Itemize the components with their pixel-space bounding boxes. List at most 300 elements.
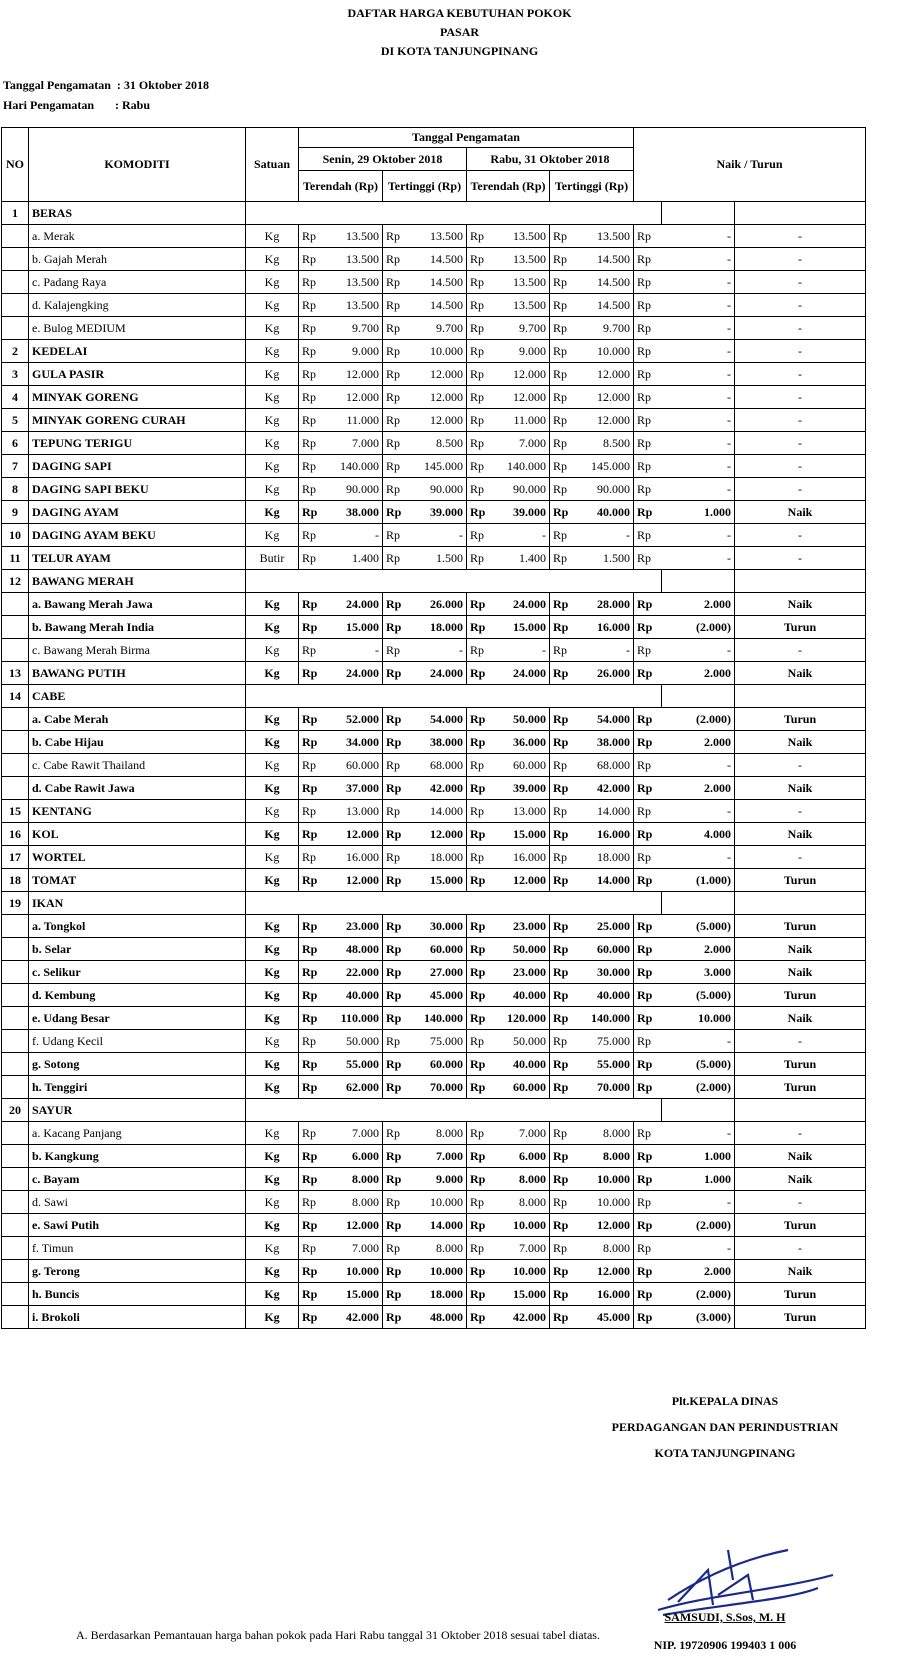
trend-status: - bbox=[735, 547, 866, 570]
price-high-1: 54.000 bbox=[411, 708, 467, 731]
price-low-1: 40.000 bbox=[327, 984, 383, 1007]
currency-label: Rp bbox=[467, 984, 495, 1007]
currency-label: Rp bbox=[383, 1030, 411, 1053]
col-no-header: NO bbox=[2, 128, 29, 202]
currency-label: Rp bbox=[383, 754, 411, 777]
currency-label: Rp bbox=[550, 1145, 578, 1168]
price-low-2: 9.700 bbox=[495, 317, 550, 340]
price-difference: (5.000) bbox=[662, 984, 735, 1007]
price-high-2: 140.000 bbox=[578, 1007, 634, 1030]
unit-cell: Kg bbox=[246, 1283, 299, 1306]
table-row bbox=[2, 1145, 866, 1168]
doc-title: DAFTAR HARGA KEBUTUHAN POKOK bbox=[347, 6, 572, 20]
group-filler bbox=[662, 1099, 735, 1122]
price-difference: - bbox=[662, 455, 735, 478]
trend-status: - bbox=[735, 248, 866, 271]
currency-label: Rp bbox=[299, 501, 327, 524]
commodity-name: a. Merak bbox=[29, 225, 246, 248]
price-table bbox=[1, 127, 866, 1329]
trend-status: - bbox=[735, 271, 866, 294]
price-high-1: 45.000 bbox=[411, 984, 467, 1007]
currency-label: Rp bbox=[550, 754, 578, 777]
currency-label: Rp bbox=[550, 800, 578, 823]
commodity-name: TOMAT bbox=[29, 869, 246, 892]
price-high-2: 1.500 bbox=[578, 547, 634, 570]
group-row bbox=[2, 570, 866, 593]
row-number: 11 bbox=[2, 547, 29, 570]
table-row bbox=[2, 294, 866, 317]
commodity-name: c. Padang Raya bbox=[29, 271, 246, 294]
price-difference: (3.000) bbox=[662, 1306, 735, 1329]
commodity-name: a. Bawang Merah Jawa bbox=[29, 593, 246, 616]
currency-label: Rp bbox=[550, 1260, 578, 1283]
table-row bbox=[2, 708, 866, 731]
price-difference: - bbox=[662, 317, 735, 340]
price-low-2: - bbox=[495, 639, 550, 662]
col-satuan-header: Satuan bbox=[246, 128, 299, 202]
price-low-1: 12.000 bbox=[327, 869, 383, 892]
currency-label: Rp bbox=[550, 547, 578, 570]
currency-label: Rp bbox=[299, 754, 327, 777]
group-filler bbox=[246, 685, 662, 708]
currency-label: Rp bbox=[299, 938, 327, 961]
currency-label: Rp bbox=[550, 846, 578, 869]
price-difference: (2.000) bbox=[662, 616, 735, 639]
row-number: 17 bbox=[2, 846, 29, 869]
unit-cell: Kg bbox=[246, 1214, 299, 1237]
unit-cell: Kg bbox=[246, 1168, 299, 1191]
price-difference: - bbox=[662, 225, 735, 248]
price-difference: 2.000 bbox=[662, 731, 735, 754]
currency-label: Rp bbox=[634, 754, 662, 777]
currency-label: Rp bbox=[299, 248, 327, 271]
row-number: 1 bbox=[2, 202, 29, 225]
price-high-2: - bbox=[578, 639, 634, 662]
currency-label: Rp bbox=[634, 1237, 662, 1260]
commodity-name: TELUR AYAM bbox=[29, 547, 246, 570]
unit-cell: Kg bbox=[246, 823, 299, 846]
price-high-1: 12.000 bbox=[411, 363, 467, 386]
currency-label: Rp bbox=[383, 1007, 411, 1030]
price-difference: - bbox=[662, 1191, 735, 1214]
price-high-2: 16.000 bbox=[578, 1283, 634, 1306]
price-low-1: 140.000 bbox=[327, 455, 383, 478]
trend-status: Turun bbox=[735, 915, 866, 938]
currency-label: Rp bbox=[383, 409, 411, 432]
commodity-name: b. Gajah Merah bbox=[29, 248, 246, 271]
row-number bbox=[2, 754, 29, 777]
group-filler bbox=[735, 685, 866, 708]
currency-label: Rp bbox=[634, 1306, 662, 1329]
currency-label: Rp bbox=[299, 708, 327, 731]
table-row bbox=[2, 1283, 866, 1306]
commodity-name: b. Kangkung bbox=[29, 1145, 246, 1168]
price-high-2: 55.000 bbox=[578, 1053, 634, 1076]
table-row bbox=[2, 248, 866, 271]
row-number bbox=[2, 1260, 29, 1283]
commodity-name: b. Cabe Hijau bbox=[29, 731, 246, 754]
price-high-1: 18.000 bbox=[411, 846, 467, 869]
price-high-1: 18.000 bbox=[411, 1283, 467, 1306]
trend-status: - bbox=[735, 800, 866, 823]
currency-label: Rp bbox=[299, 524, 327, 547]
commodity-name: d. Kalajengking bbox=[29, 294, 246, 317]
price-difference: (2.000) bbox=[662, 1283, 735, 1306]
unit-cell: Kg bbox=[246, 271, 299, 294]
trend-status: Naik bbox=[735, 731, 866, 754]
currency-label: Rp bbox=[299, 1053, 327, 1076]
unit-cell: Kg bbox=[246, 708, 299, 731]
price-high-1: 8.000 bbox=[411, 1237, 467, 1260]
unit-cell: Kg bbox=[246, 478, 299, 501]
price-low-2: 24.000 bbox=[495, 662, 550, 685]
commodity-name: f. Udang Kecil bbox=[29, 1030, 246, 1053]
price-high-2: 13.500 bbox=[578, 225, 634, 248]
row-number bbox=[2, 1053, 29, 1076]
currency-label: Rp bbox=[550, 662, 578, 685]
row-number: 12 bbox=[2, 570, 29, 593]
price-high-2: 8.000 bbox=[578, 1237, 634, 1260]
price-low-2: 12.000 bbox=[495, 386, 550, 409]
currency-label: Rp bbox=[299, 1007, 327, 1030]
price-difference: (2.000) bbox=[662, 1214, 735, 1237]
table-row bbox=[2, 1260, 866, 1283]
row-number bbox=[2, 225, 29, 248]
commodity-name: WORTEL bbox=[29, 846, 246, 869]
trend-status: Naik bbox=[735, 593, 866, 616]
group-filler bbox=[662, 570, 735, 593]
currency-label: Rp bbox=[550, 1053, 578, 1076]
trend-status: - bbox=[735, 1237, 866, 1260]
price-low-1: 50.000 bbox=[327, 1030, 383, 1053]
currency-label: Rp bbox=[467, 317, 495, 340]
price-difference: - bbox=[662, 524, 735, 547]
price-difference: - bbox=[662, 547, 735, 570]
table-row bbox=[2, 340, 866, 363]
currency-label: Rp bbox=[467, 639, 495, 662]
commodity-name: CABE bbox=[29, 685, 246, 708]
trend-status: - bbox=[735, 1122, 866, 1145]
price-high-1: 30.000 bbox=[411, 915, 467, 938]
unit-cell: Kg bbox=[246, 869, 299, 892]
row-number: 3 bbox=[2, 363, 29, 386]
price-high-2: 54.000 bbox=[578, 708, 634, 731]
currency-label: Rp bbox=[299, 616, 327, 639]
currency-label: Rp bbox=[383, 1237, 411, 1260]
currency-label: Rp bbox=[550, 616, 578, 639]
price-low-1: 11.000 bbox=[327, 409, 383, 432]
col-terendah-2: Terendah (Rp) bbox=[467, 171, 550, 202]
day-value: Rabu bbox=[122, 98, 151, 112]
unit-cell: Kg bbox=[246, 754, 299, 777]
currency-label: Rp bbox=[550, 524, 578, 547]
currency-label: Rp bbox=[299, 340, 327, 363]
table-row bbox=[2, 317, 866, 340]
price-low-1: 48.000 bbox=[327, 938, 383, 961]
sig-title-3: KOTA TANJUNGPINANG bbox=[654, 1446, 796, 1460]
currency-label: Rp bbox=[299, 1076, 327, 1099]
price-high-1: - bbox=[411, 639, 467, 662]
currency-label: Rp bbox=[634, 547, 662, 570]
col-komoditi-header: KOMODITI bbox=[29, 128, 246, 202]
row-number: 6 bbox=[2, 432, 29, 455]
currency-label: Rp bbox=[383, 777, 411, 800]
currency-label: Rp bbox=[634, 616, 662, 639]
table-row bbox=[2, 984, 866, 1007]
trend-status: - bbox=[735, 225, 866, 248]
row-number bbox=[2, 1283, 29, 1306]
currency-label: Rp bbox=[467, 363, 495, 386]
group-filler bbox=[735, 1099, 866, 1122]
table-row bbox=[2, 1030, 866, 1053]
currency-label: Rp bbox=[467, 915, 495, 938]
currency-label: Rp bbox=[550, 501, 578, 524]
price-difference: 2.000 bbox=[662, 662, 735, 685]
currency-label: Rp bbox=[383, 1191, 411, 1214]
unit-cell: Kg bbox=[246, 1145, 299, 1168]
row-number: 8 bbox=[2, 478, 29, 501]
row-number bbox=[2, 1306, 29, 1329]
currency-label: Rp bbox=[550, 1030, 578, 1053]
price-low-1: 34.000 bbox=[327, 731, 383, 754]
currency-label: Rp bbox=[634, 363, 662, 386]
group-filler bbox=[735, 570, 866, 593]
signature bbox=[638, 1540, 838, 1620]
unit-cell: Kg bbox=[246, 294, 299, 317]
row-number bbox=[2, 915, 29, 938]
price-high-1: 42.000 bbox=[411, 777, 467, 800]
table-row bbox=[2, 662, 866, 685]
price-high-2: 14.500 bbox=[578, 294, 634, 317]
table-row bbox=[2, 800, 866, 823]
trend-status: - bbox=[735, 455, 866, 478]
row-number: 14 bbox=[2, 685, 29, 708]
commodity-name: BAWANG MERAH bbox=[29, 570, 246, 593]
price-low-2: 50.000 bbox=[495, 938, 550, 961]
price-high-1: 8.000 bbox=[411, 1122, 467, 1145]
price-low-2: 1.400 bbox=[495, 547, 550, 570]
sig-title-1: Plt.KEPALA DINAS bbox=[671, 1394, 779, 1408]
currency-label: Rp bbox=[467, 777, 495, 800]
price-high-1: 7.000 bbox=[411, 1145, 467, 1168]
currency-label: Rp bbox=[299, 455, 327, 478]
currency-label: Rp bbox=[467, 1145, 495, 1168]
commodity-name: KENTANG bbox=[29, 800, 246, 823]
price-low-2: 12.000 bbox=[495, 869, 550, 892]
price-difference: - bbox=[662, 1237, 735, 1260]
price-high-2: 10.000 bbox=[578, 340, 634, 363]
price-difference: - bbox=[662, 363, 735, 386]
price-low-1: 13.500 bbox=[327, 294, 383, 317]
table-row bbox=[2, 1007, 866, 1030]
currency-label: Rp bbox=[467, 547, 495, 570]
unit-cell: Kg bbox=[246, 938, 299, 961]
currency-label: Rp bbox=[467, 1191, 495, 1214]
trend-status: Naik bbox=[735, 1007, 866, 1030]
currency-label: Rp bbox=[299, 869, 327, 892]
group-row bbox=[2, 685, 866, 708]
currency-label: Rp bbox=[299, 1145, 327, 1168]
price-low-2: 7.000 bbox=[495, 432, 550, 455]
currency-label: Rp bbox=[383, 1168, 411, 1191]
price-high-1: 14.000 bbox=[411, 1214, 467, 1237]
currency-label: Rp bbox=[467, 340, 495, 363]
currency-label: Rp bbox=[299, 547, 327, 570]
col-tertinggi-1: Tertinggi (Rp) bbox=[383, 171, 467, 202]
price-high-2: 38.000 bbox=[578, 731, 634, 754]
trend-status: - bbox=[735, 409, 866, 432]
currency-label: Rp bbox=[550, 1007, 578, 1030]
currency-label: Rp bbox=[383, 915, 411, 938]
currency-label: Rp bbox=[550, 294, 578, 317]
price-low-2: 39.000 bbox=[495, 777, 550, 800]
unit-cell: Butir bbox=[246, 547, 299, 570]
price-high-2: 10.000 bbox=[578, 1168, 634, 1191]
currency-label: Rp bbox=[299, 984, 327, 1007]
table-row bbox=[2, 386, 866, 409]
row-number: 13 bbox=[2, 662, 29, 685]
commodity-name: TEPUNG TERIGU bbox=[29, 432, 246, 455]
currency-label: Rp bbox=[634, 869, 662, 892]
unit-cell: Kg bbox=[246, 1306, 299, 1329]
price-low-2: 140.000 bbox=[495, 455, 550, 478]
currency-label: Rp bbox=[634, 1260, 662, 1283]
table-row bbox=[2, 1237, 866, 1260]
price-low-2: 36.000 bbox=[495, 731, 550, 754]
trend-status: - bbox=[735, 524, 866, 547]
currency-label: Rp bbox=[299, 478, 327, 501]
currency-label: Rp bbox=[634, 800, 662, 823]
currency-label: Rp bbox=[467, 731, 495, 754]
table-row bbox=[2, 1053, 866, 1076]
currency-label: Rp bbox=[383, 1053, 411, 1076]
price-low-2: 8.000 bbox=[495, 1191, 550, 1214]
commodity-name: IKAN bbox=[29, 892, 246, 915]
price-high-1: 13.500 bbox=[411, 225, 467, 248]
price-low-2: - bbox=[495, 524, 550, 547]
currency-label: Rp bbox=[634, 248, 662, 271]
price-low-2: 9.000 bbox=[495, 340, 550, 363]
row-number bbox=[2, 639, 29, 662]
commodity-name: d. Sawi bbox=[29, 1191, 246, 1214]
day-info bbox=[3, 98, 150, 113]
price-low-2: 50.000 bbox=[495, 708, 550, 731]
price-high-2: 10.000 bbox=[578, 1191, 634, 1214]
price-low-2: 13.500 bbox=[495, 248, 550, 271]
price-low-1: - bbox=[327, 639, 383, 662]
col-date2-header: Rabu, 31 Oktober 2018 bbox=[467, 148, 634, 171]
price-high-1: 38.000 bbox=[411, 731, 467, 754]
currency-label: Rp bbox=[467, 938, 495, 961]
group-row bbox=[2, 892, 866, 915]
commodity-name: a. Cabe Merah bbox=[29, 708, 246, 731]
price-low-1: 55.000 bbox=[327, 1053, 383, 1076]
price-high-2: 12.000 bbox=[578, 363, 634, 386]
currency-label: Rp bbox=[634, 639, 662, 662]
price-high-1: 27.000 bbox=[411, 961, 467, 984]
price-low-2: 15.000 bbox=[495, 823, 550, 846]
price-difference: - bbox=[662, 478, 735, 501]
price-low-2: 39.000 bbox=[495, 501, 550, 524]
trend-status: - bbox=[735, 294, 866, 317]
trend-status: Naik bbox=[735, 1260, 866, 1283]
doc-location: DI KOTA TANJUNGPINANG bbox=[380, 44, 539, 58]
group-filler bbox=[735, 892, 866, 915]
price-high-2: 75.000 bbox=[578, 1030, 634, 1053]
currency-label: Rp bbox=[634, 593, 662, 616]
currency-label: Rp bbox=[634, 340, 662, 363]
currency-label: Rp bbox=[467, 846, 495, 869]
currency-label: Rp bbox=[550, 915, 578, 938]
price-high-1: - bbox=[411, 524, 467, 547]
row-number bbox=[2, 317, 29, 340]
price-difference: 1.000 bbox=[662, 1145, 735, 1168]
currency-label: Rp bbox=[634, 846, 662, 869]
currency-label: Rp bbox=[383, 225, 411, 248]
table-row bbox=[2, 616, 866, 639]
trend-status: Turun bbox=[735, 616, 866, 639]
currency-label: Rp bbox=[467, 869, 495, 892]
commodity-name: g. Terong bbox=[29, 1260, 246, 1283]
table-row bbox=[2, 846, 866, 869]
currency-label: Rp bbox=[467, 248, 495, 271]
currency-label: Rp bbox=[299, 1260, 327, 1283]
currency-label: Rp bbox=[550, 1306, 578, 1329]
trend-status: - bbox=[735, 754, 866, 777]
price-high-1: 26.000 bbox=[411, 593, 467, 616]
currency-label: Rp bbox=[550, 731, 578, 754]
currency-label: Rp bbox=[299, 294, 327, 317]
commodity-name: i. Brokoli bbox=[29, 1306, 246, 1329]
table-row bbox=[2, 731, 866, 754]
price-high-1: 60.000 bbox=[411, 938, 467, 961]
table-row bbox=[2, 823, 866, 846]
price-high-2: 8.000 bbox=[578, 1145, 634, 1168]
currency-label: Rp bbox=[299, 823, 327, 846]
commodity-name: d. Kembung bbox=[29, 984, 246, 1007]
currency-label: Rp bbox=[299, 662, 327, 685]
signer-nip: NIP. 19720906 199403 1 006 bbox=[653, 1638, 797, 1652]
table-row bbox=[2, 409, 866, 432]
price-difference: 1.000 bbox=[662, 501, 735, 524]
unit-cell: Kg bbox=[246, 800, 299, 823]
currency-label: Rp bbox=[467, 1076, 495, 1099]
currency-label: Rp bbox=[550, 340, 578, 363]
currency-label: Rp bbox=[383, 432, 411, 455]
table-row bbox=[2, 938, 866, 961]
price-low-1: 38.000 bbox=[327, 501, 383, 524]
currency-label: Rp bbox=[550, 869, 578, 892]
price-low-2: 40.000 bbox=[495, 984, 550, 1007]
currency-label: Rp bbox=[299, 1214, 327, 1237]
price-high-1: 70.000 bbox=[411, 1076, 467, 1099]
unit-cell: Kg bbox=[246, 1122, 299, 1145]
price-low-1: 6.000 bbox=[327, 1145, 383, 1168]
trend-status: Turun bbox=[735, 1283, 866, 1306]
price-difference: (5.000) bbox=[662, 915, 735, 938]
trend-status: - bbox=[735, 846, 866, 869]
trend-status: Naik bbox=[735, 823, 866, 846]
price-high-2: 9.700 bbox=[578, 317, 634, 340]
price-low-2: 13.500 bbox=[495, 271, 550, 294]
unit-cell: Kg bbox=[246, 984, 299, 1007]
trend-status: Turun bbox=[735, 1053, 866, 1076]
currency-label: Rp bbox=[634, 731, 662, 754]
price-low-2: 15.000 bbox=[495, 1283, 550, 1306]
currency-label: Rp bbox=[550, 409, 578, 432]
trend-status: Turun bbox=[735, 708, 866, 731]
unit-cell: Kg bbox=[246, 363, 299, 386]
